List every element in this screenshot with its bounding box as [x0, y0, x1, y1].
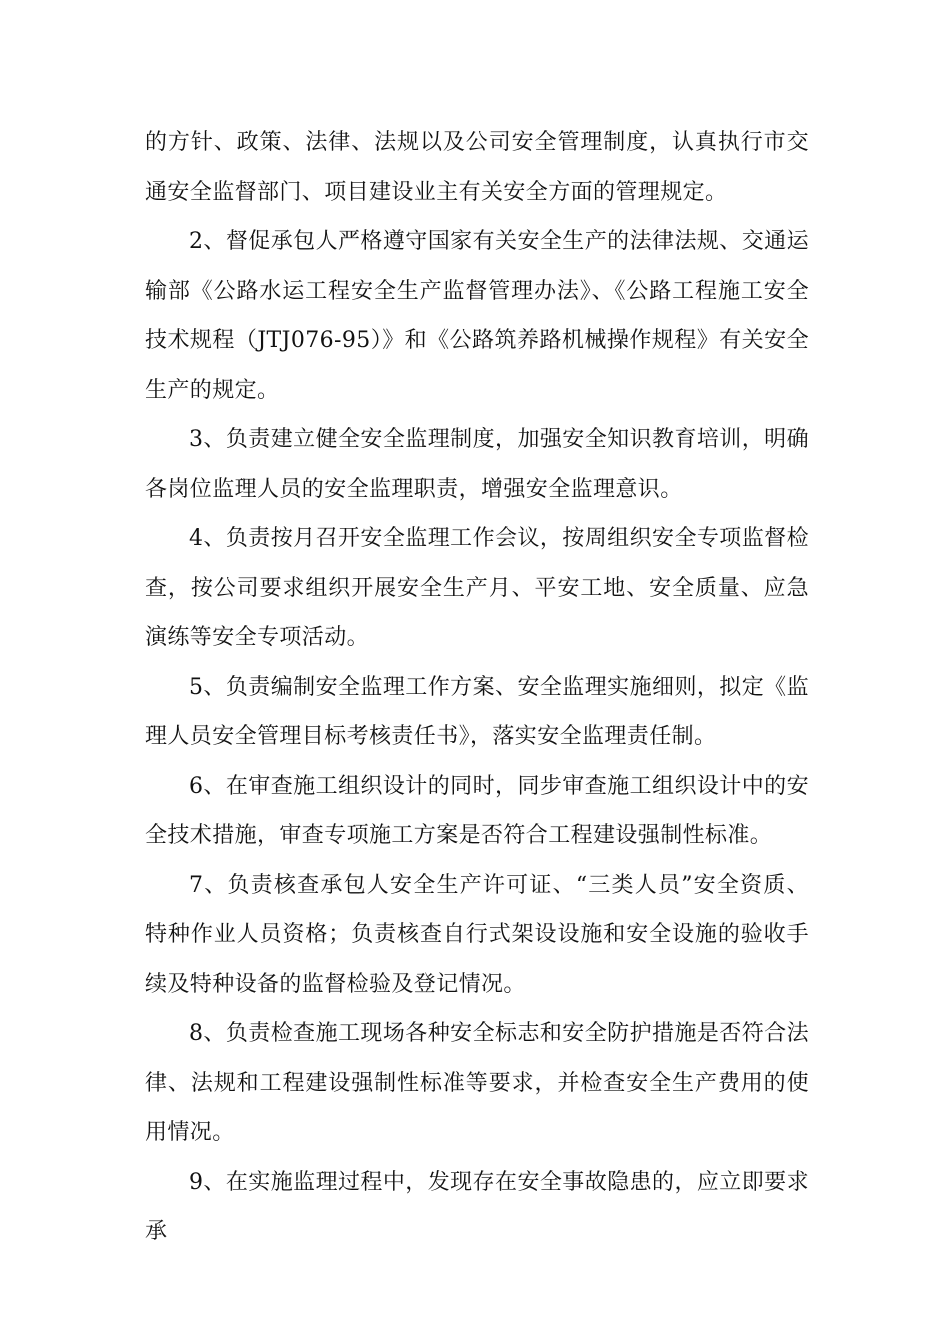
- paragraph-item-8: 8、负责检查施工现场各种安全标志和安全防护措施是否符合法律、法规和工程建设强制性标准等要求，并检查安全生产费用的使用情况。: [145, 1021, 809, 1145]
- document-page: [145, 118, 809, 1257]
- paragraph-item-5: 5、负责编制安全监理工作方案、安全监理实施细则，拟定《监理人员安全管理目标考核责任书》，落实安全监理责任制。: [145, 674, 809, 749]
- paragraph-item-4: 4、负责按月召开安全监理工作会议，按周组织安全专项监督检查，按公司要求组织开展安全生产月、平安工地、安全质量、应急演练等安全专项活动。: [145, 526, 809, 650]
- paragraph-item-7: 7、负责核查承包人安全生产许可证、“三类人员”安全资质、特种作业人员资格；负责核查自行式架设设施和安全设施的验收手续及特种设备的监督检验及登记情况。: [145, 872, 809, 997]
- paragraph-continued: 的方针、政策、法律、法规以及公司安全管理制度，认真执行市交通安全监督部门、项目建设业主有关安全方面的管理规定。: [145, 130, 809, 205]
- paragraph-item-6: 6、在审查施工组织设计的同时，同步审查施工组织设计中的安全技术措施，审查专项施工方案是否符合工程建设强制性标准。: [145, 773, 809, 848]
- paragraph-item-9: 9、在实施监理过程中，发现存在安全事故隐患的，应立即要求承: [145, 1169, 809, 1244]
- paragraph-item-2: 2、督促承包人严格遵守国家有关安全生产的法律法规、交通运输部《公路水运工程安全生产监督管理办法》、《公路工程施工安全技术规程（JTJ076-95）》和《公路筑养路机械操作规程》有关安全生产的规定。: [145, 229, 809, 403]
- paragraph-item-3: 3、负责建立健全安全监理制度，加强安全知识教育培训，明确各岗位监理人员的安全监理职责，增强安全监理意识。: [145, 427, 809, 502]
